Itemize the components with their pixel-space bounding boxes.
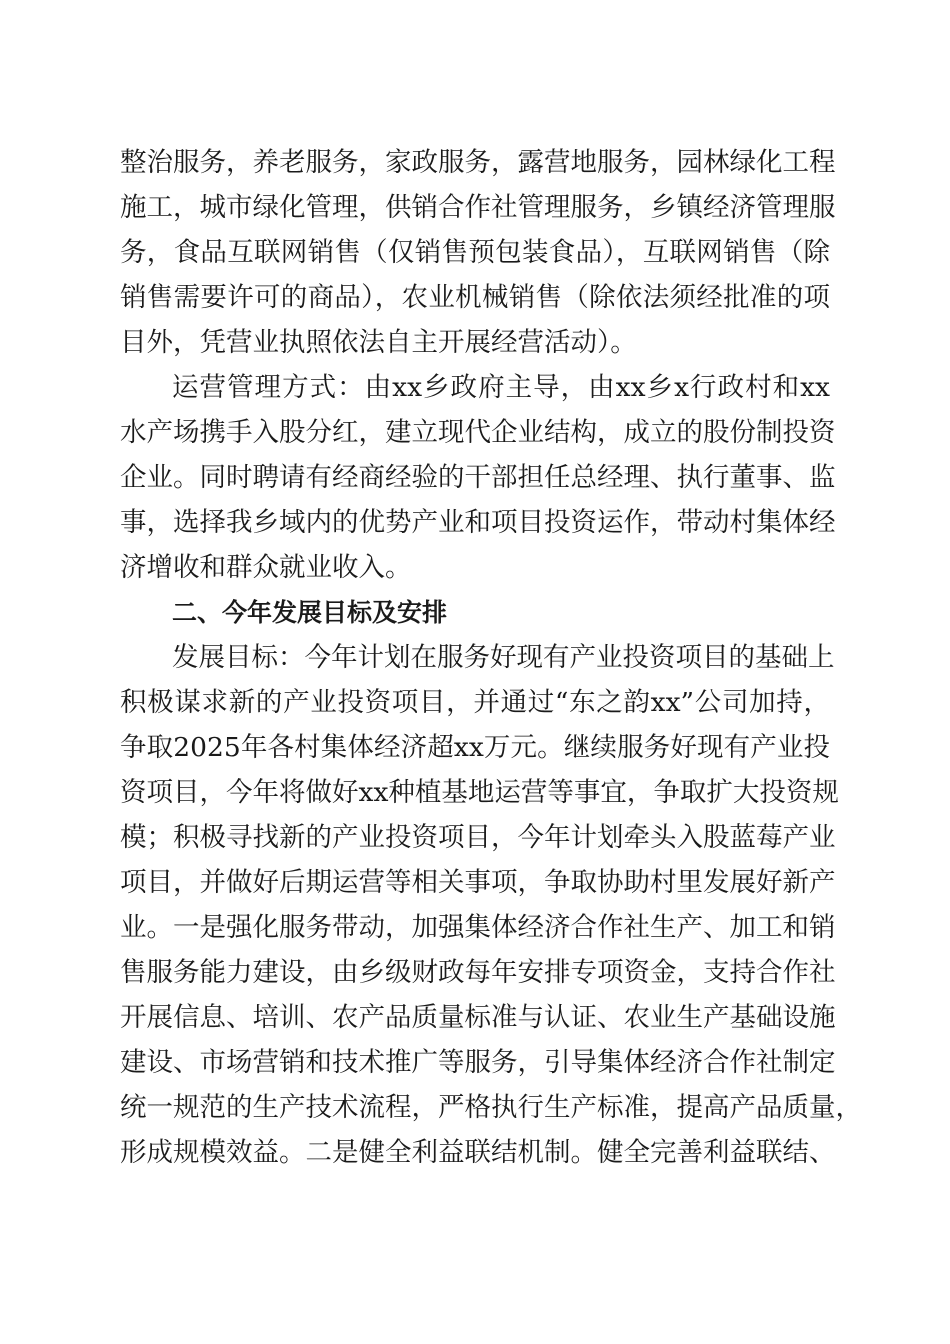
paragraph-line: 形成规模效益。二是健全利益联结机制。健全完善利益联结、	[120, 1137, 836, 1168]
paragraph-line: 事，选择我乡域内的优势产业和项目投资运作，带动村集体经	[120, 507, 836, 538]
paragraph-line: 积极谋求新的产业投资项目，并通过“东之韵xx”公司加持，	[120, 687, 830, 718]
paragraph-line: 济增收和群众就业收入。	[120, 552, 412, 583]
paragraph-line: 模；积极寻找新的产业投资项目，今年计划牵头入股蓝莓产业	[120, 822, 836, 853]
paragraph-line: 施工，城市绿化管理，供销合作社管理服务，乡镇经济管理服	[120, 192, 836, 223]
paragraph-line: 建设、市场营销和技术推广等服务，引导集体经济合作社制定	[120, 1047, 836, 1078]
paragraph-line: 运营管理方式：由xx乡政府主导，由xx乡x行政村和xx	[172, 372, 830, 403]
paragraph-line: 统一规范的生产技术流程，严格执行生产标准，提高产品质量，	[120, 1092, 862, 1123]
paragraph-line: 争取2025年各村集体经济超xx万元。继续服务好现有产业投	[120, 732, 830, 763]
paragraph-line: 发展目标：今年计划在服务好现有产业投资项目的基础上	[172, 642, 835, 673]
paragraph-line: 销售需要许可的商品），农业机械销售（除依法须经批准的项	[120, 282, 830, 313]
paragraph-line: 企业。同时聘请有经商经验的干部担任总经理、执行董事、监	[120, 462, 836, 493]
paragraph-line: 开展信息、培训、农产品质量标准与认证、农业生产基础设施	[120, 1002, 836, 1033]
section-heading: 二、今年发展目标及安排	[172, 598, 448, 627]
paragraph-line: 项目，并做好后期运营等相关事项，争取协助村里发展好新产	[120, 867, 836, 898]
paragraph-line: 售服务能力建设，由乡级财政每年安排专项资金，支持合作社	[120, 957, 836, 988]
paragraph-line: 目外，凭营业执照依法自主开展经营活动）。	[120, 327, 637, 358]
paragraph-line: 整治服务，养老服务，家政服务，露营地服务，园林绿化工程	[120, 147, 836, 178]
paragraph-line: 务，食品互联网销售（仅销售预包装食品），互联网销售（除	[120, 237, 830, 268]
paragraph-line: 水产场携手入股分红，建立现代企业结构，成立的股份制投资	[120, 417, 836, 448]
paragraph-line: 业。一是强化服务带动，加强集体经济合作社生产、加工和销	[120, 912, 836, 943]
paragraph-line: 资项目，今年将做好xx种植基地运营等事宜，争取扩大投资规	[120, 777, 839, 808]
